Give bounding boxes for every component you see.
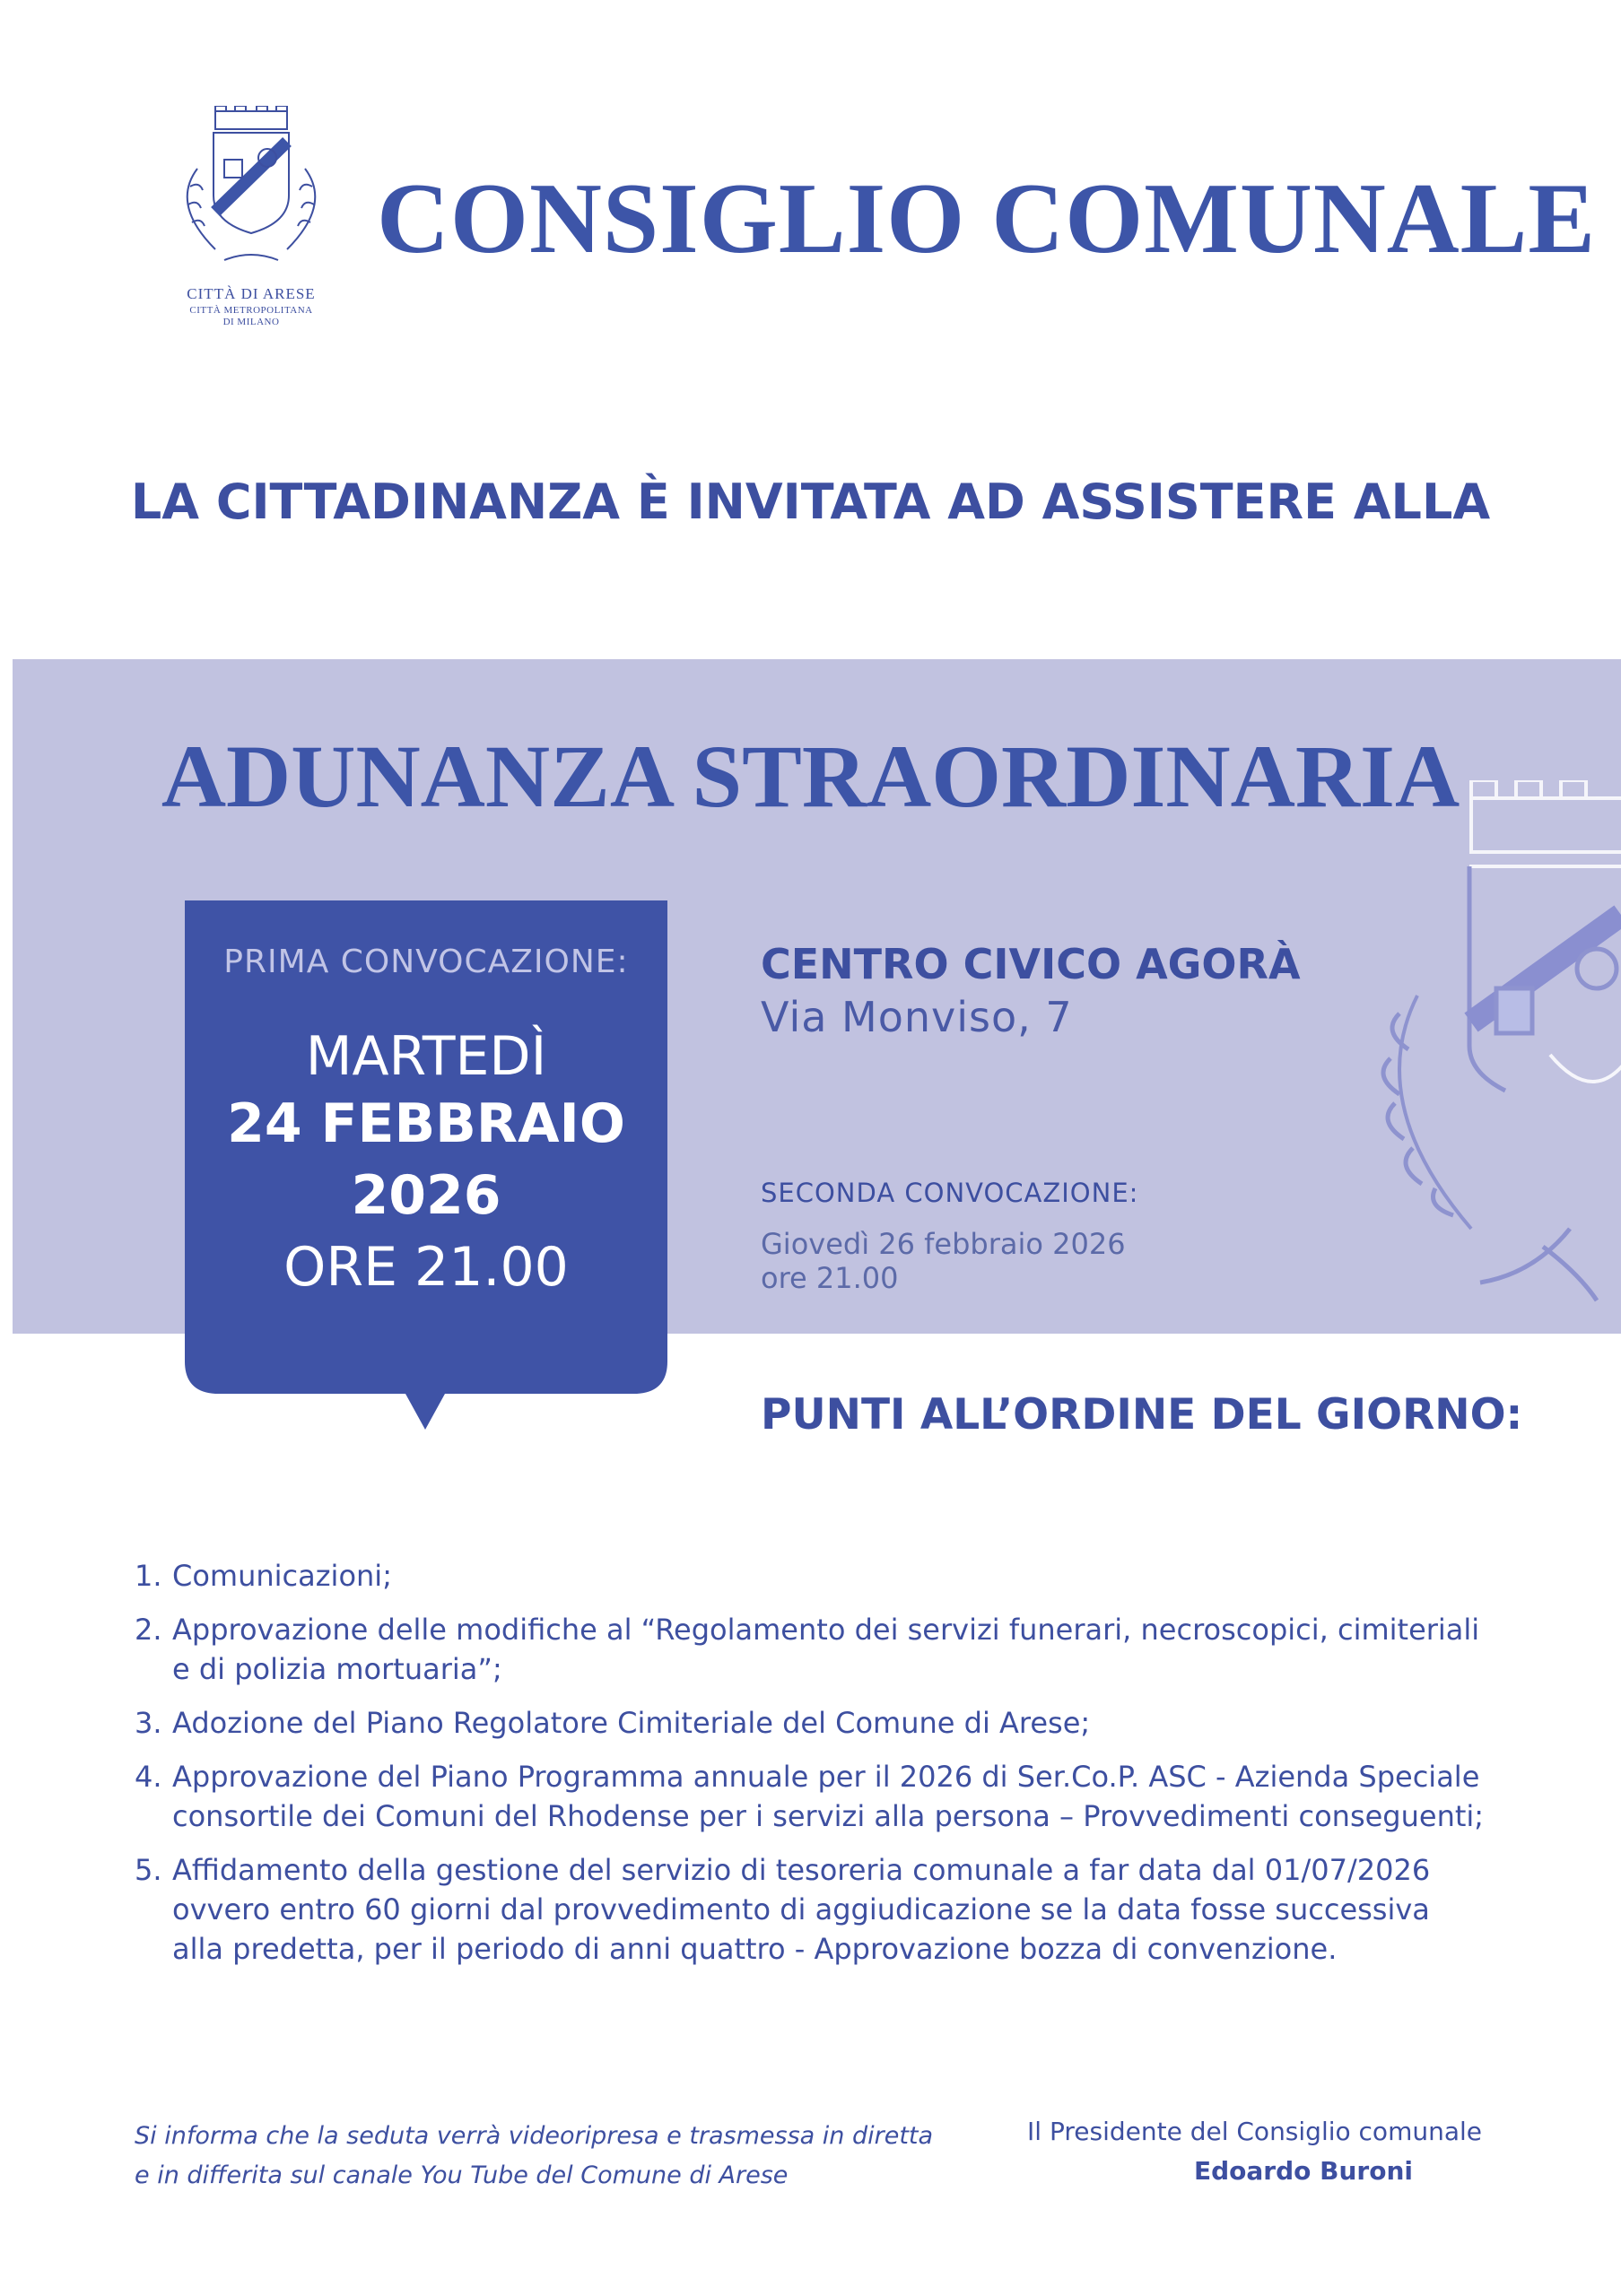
agenda-item-text: Comunicazioni; xyxy=(172,1559,392,1593)
agenda-item xyxy=(135,1850,1489,1969)
second-call-label: SECONDA CONVOCAZIONE: xyxy=(761,1178,1139,1208)
agenda-item xyxy=(135,1556,1489,1596)
agenda-item xyxy=(135,1757,1489,1836)
venue-name: CENTRO CIVICO AGORÀ xyxy=(761,940,1301,988)
crest-city-name: CITTÀ DI ARESE xyxy=(187,285,316,302)
agenda-list xyxy=(135,1556,1489,1983)
agenda-item xyxy=(135,1703,1489,1743)
signer-role: Il Presidente del Consiglio comunale xyxy=(1027,2117,1482,2146)
agenda-item-text: Approvazione delle modifiche al “Regolamento dei servizi funerari, necroscopici, cimiteriali e di polizia mortuaria”; xyxy=(172,1613,1480,1686)
agenda-item-text: Approvazione del Piano Programma annuale per il 2026 di Ser.Co.P. ASC - Azienda Speciale consortile dei Comuni del Rhodense per i servizi alla persona – Provvedimenti conseguenti; xyxy=(172,1760,1485,1833)
signer-name: Edoardo Buroni xyxy=(1194,2156,1413,2186)
first-call-time: ORE 21.00 xyxy=(283,1236,569,1299)
agenda-title: PUNTI ALL’ORDINE DEL GIORNO: xyxy=(761,1390,1523,1439)
session-type-title: ADUNANZA STRAORDINARIA xyxy=(161,726,1460,826)
crest-subtitle-2: DI MILANO xyxy=(222,317,280,327)
page-title: CONSIGLIO COMUNALE xyxy=(377,163,1597,274)
agenda-item-text: Adozione del Piano Regolatore Cimiteriale del Comune di Arese; xyxy=(172,1706,1091,1740)
agenda-item-number: 4. xyxy=(135,1760,162,1794)
agenda-item-number: 5. xyxy=(135,1853,162,1887)
venue-address: Via Monviso, 7 xyxy=(761,993,1073,1041)
invitation-line: LA CITTADINANZA È INVITATA AD ASSISTERE ALLA xyxy=(130,474,1491,530)
broadcast-note xyxy=(135,2117,933,2196)
agenda-item-number: 3. xyxy=(135,1706,162,1740)
broadcast-note-line-2: e in differita sul canale You Tube del Comune di Arese xyxy=(135,2161,789,2189)
agenda-item-number: 2. xyxy=(135,1613,162,1647)
second-call-date: Giovedì 26 febbraio 2026 xyxy=(761,1227,1126,1261)
first-call-date: 24 FEBBRAIO xyxy=(227,1092,625,1155)
agenda-item-text: Affidamento della gestione del servizio di tesoreria comunale a far data dal 01/07/2026 ovvero entro 60 giorni dal provvedimento di aggiudicazione se la data fosse successiva alla predetta, per il periodo di anni quattro - Approvazione bozza di convenzione. xyxy=(172,1853,1431,1966)
second-call-time: ore 21.00 xyxy=(761,1261,899,1295)
first-call-day: MARTEDÌ xyxy=(305,1025,547,1088)
broadcast-note-line-1: Si informa che la seduta verrà videoripresa e trasmessa in diretta xyxy=(135,2122,934,2150)
first-call-year: 2026 xyxy=(351,1164,501,1227)
agenda-item xyxy=(135,1610,1489,1689)
crest-watermark-icon xyxy=(1346,780,1621,1318)
city-crest-logo xyxy=(161,106,341,285)
crest-subtitle-1: CITTÀ METROPOLITANA xyxy=(189,305,313,316)
agenda-item-number: 1. xyxy=(135,1559,162,1593)
first-call-label: PRIMA CONVOCAZIONE: xyxy=(223,944,629,980)
